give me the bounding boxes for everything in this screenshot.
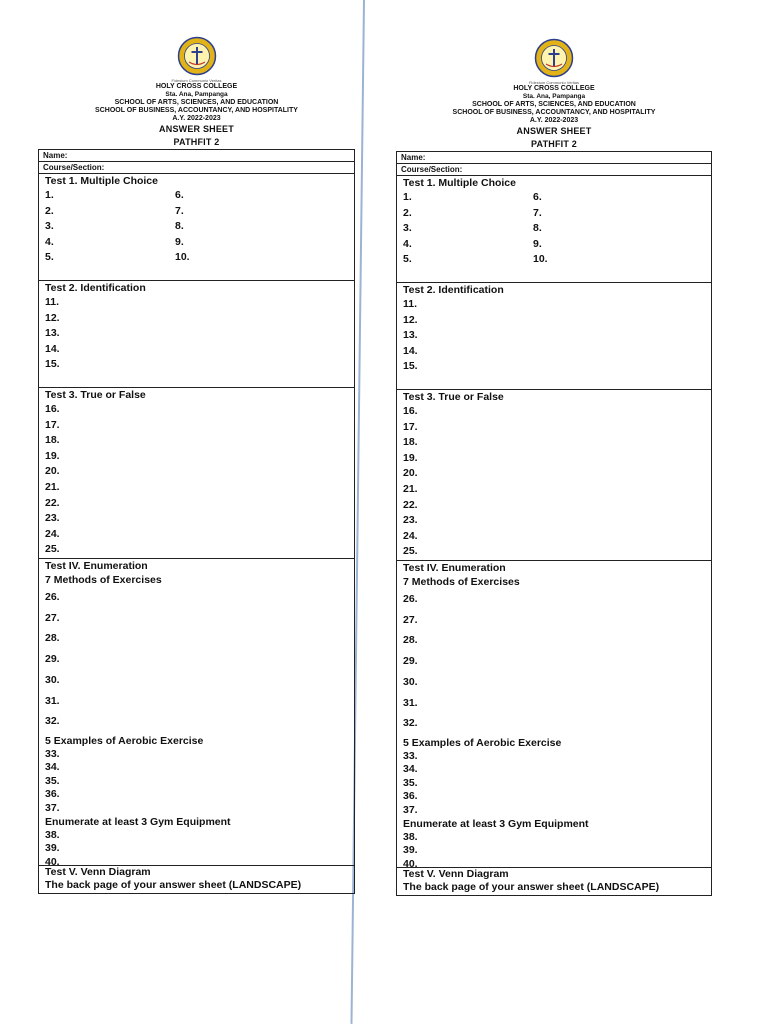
answer-item[interactable]: 34. bbox=[403, 763, 418, 776]
answer-item[interactable]: 3. bbox=[45, 220, 54, 232]
sheet-header bbox=[38, 36, 355, 149]
answer-item[interactable]: 6. bbox=[533, 191, 542, 203]
answer-item[interactable]: 4. bbox=[403, 237, 412, 250]
subject-title: PATHFIT 2 bbox=[531, 139, 577, 149]
answer-item[interactable]: 9. bbox=[533, 237, 542, 250]
school-line-2: SCHOOL OF BUSINESS, ACCOUNTANCY, AND HOSPITALITY bbox=[452, 109, 656, 116]
answer-item[interactable]: 15. bbox=[403, 360, 418, 373]
school-line-1: SCHOOL OF ARTS, SCIENCES, AND EDUCATION bbox=[472, 101, 636, 108]
answer-item[interactable]: 26. bbox=[45, 591, 60, 603]
test3-section bbox=[39, 388, 354, 559]
answer-item[interactable]: 16. bbox=[45, 403, 60, 415]
answer-sheet-left bbox=[38, 36, 355, 894]
college-logo bbox=[177, 36, 217, 76]
answer-item[interactable]: 14. bbox=[403, 344, 418, 357]
answer-item[interactable]: 18. bbox=[45, 434, 60, 447]
college-address: Sta. Ana, Pampanga bbox=[165, 91, 228, 98]
sheet-title: ANSWER SHEET bbox=[159, 124, 234, 134]
answer-item[interactable]: 5. bbox=[45, 251, 54, 263]
test1-section bbox=[397, 176, 711, 283]
test3-section bbox=[397, 390, 711, 561]
answer-item[interactable]: 11. bbox=[45, 296, 60, 308]
college-address: Sta. Ana, Pampanga bbox=[522, 93, 586, 100]
answer-item[interactable]: 7. bbox=[175, 204, 184, 217]
answer-item[interactable]: 4. bbox=[45, 235, 54, 248]
test1-title: Test 1. Multiple Choice bbox=[45, 175, 158, 187]
answer-item[interactable]: 32. bbox=[403, 717, 418, 730]
answer-item[interactable]: 22. bbox=[45, 496, 60, 509]
test5-section bbox=[39, 866, 354, 894]
answer-item[interactable]: 25. bbox=[45, 543, 60, 556]
answer-item[interactable]: 12. bbox=[45, 311, 60, 324]
college-motto: Fidesium Communio Veritas bbox=[171, 78, 222, 83]
school-line-2: SCHOOL OF BUSINESS, ACCOUNTANCY, AND HOSPITALITY bbox=[95, 107, 298, 114]
answer-item[interactable]: 36. bbox=[45, 788, 60, 801]
answer-item[interactable]: 40. bbox=[403, 857, 418, 870]
course-section-field[interactable]: Course/Section: bbox=[397, 164, 711, 176]
college-logo bbox=[534, 38, 574, 78]
answer-item[interactable]: 39. bbox=[403, 844, 418, 857]
answer-item[interactable]: 9. bbox=[175, 235, 184, 248]
answer-item[interactable]: 22. bbox=[403, 498, 418, 511]
test4-subtitle-gym: Enumerate at least 3 Gym Equipment bbox=[45, 815, 231, 828]
test1-title: Test 1. Multiple Choice bbox=[403, 177, 516, 189]
test2-section bbox=[39, 281, 354, 388]
answer-item[interactable]: 2. bbox=[45, 204, 54, 217]
academic-year: A.Y. 2022-2023 bbox=[172, 115, 221, 122]
answer-item[interactable]: 27. bbox=[403, 613, 418, 626]
course-section-field[interactable]: Course/Section: bbox=[39, 162, 354, 174]
answer-item[interactable]: 20. bbox=[45, 465, 60, 478]
answer-item[interactable]: 28. bbox=[403, 634, 418, 647]
answer-item[interactable]: 30. bbox=[403, 675, 418, 688]
answer-item[interactable]: 8. bbox=[533, 222, 542, 234]
answer-item[interactable]: 39. bbox=[45, 842, 60, 855]
answer-box bbox=[396, 151, 712, 896]
name-field[interactable]: Name: bbox=[39, 150, 354, 162]
answer-item[interactable]: 2. bbox=[403, 206, 412, 219]
test5-note: The back page of your answer sheet (LANDSCAPE) bbox=[403, 881, 660, 893]
answer-item[interactable]: 10. bbox=[175, 251, 190, 263]
test5-section bbox=[397, 868, 711, 896]
answer-item[interactable]: 33. bbox=[403, 749, 418, 762]
answer-item[interactable]: 3. bbox=[403, 222, 412, 234]
answer-item[interactable]: 21. bbox=[403, 482, 418, 495]
test4-subtitle-methods: 7 Methods of Exercises bbox=[45, 574, 162, 586]
answer-item[interactable]: 6. bbox=[175, 189, 184, 201]
school-line-1: SCHOOL OF ARTS, SCIENCES, AND EDUCATION bbox=[114, 99, 279, 106]
college-name: HOLY CROSS COLLEGE bbox=[513, 85, 595, 92]
answer-item[interactable]: 1. bbox=[403, 191, 412, 203]
answer-item[interactable]: 19. bbox=[45, 449, 60, 462]
test4-subtitle-gym: Enumerate at least 3 Gym Equipment bbox=[403, 817, 589, 830]
answer-sheet-right bbox=[396, 38, 712, 896]
answer-item[interactable]: 13. bbox=[45, 327, 60, 340]
sheet-header bbox=[396, 38, 712, 151]
test4-title: Test IV. Enumeration bbox=[45, 560, 148, 572]
test4-subtitle-methods: 7 Methods of Exercises bbox=[403, 576, 520, 588]
answer-item[interactable]: 32. bbox=[45, 715, 60, 728]
test2-section bbox=[397, 283, 711, 390]
answer-item[interactable]: 24. bbox=[403, 529, 418, 542]
answer-item[interactable]: 7. bbox=[533, 206, 542, 219]
answer-item[interactable]: 31. bbox=[403, 696, 418, 709]
answer-item[interactable]: 26. bbox=[403, 593, 418, 605]
answer-item[interactable]: 15. bbox=[45, 358, 60, 371]
answer-box bbox=[38, 149, 355, 894]
answer-item[interactable]: 36. bbox=[403, 790, 418, 803]
test3-title: Test 3. True or False bbox=[403, 391, 504, 403]
answer-item[interactable]: 31. bbox=[45, 694, 60, 707]
test3-title: Test 3. True or False bbox=[45, 389, 146, 401]
test2-title: Test 2. Identification bbox=[45, 282, 146, 294]
subject-title: PATHFIT 2 bbox=[173, 137, 220, 147]
test4-subtitle-aerobic: 5 Examples of Aerobic Exercise bbox=[403, 736, 562, 749]
test4-section bbox=[39, 559, 354, 866]
answer-item[interactable]: 12. bbox=[403, 313, 418, 326]
answer-item[interactable]: 16. bbox=[403, 405, 418, 417]
answer-item[interactable]: 38. bbox=[45, 828, 60, 841]
answer-item[interactable]: 33. bbox=[45, 747, 60, 760]
answer-item[interactable]: 35. bbox=[45, 774, 60, 787]
answer-item[interactable]: 25. bbox=[403, 545, 418, 558]
answer-item[interactable]: 17. bbox=[45, 418, 60, 431]
answer-item[interactable]: 5. bbox=[403, 253, 412, 265]
college-name: HOLY CROSS COLLEGE bbox=[155, 83, 238, 90]
answer-item[interactable]: 30. bbox=[45, 673, 60, 686]
test5-title: Test V. Venn Diagram bbox=[403, 868, 509, 880]
test2-title: Test 2. Identification bbox=[403, 284, 504, 296]
name-field[interactable]: Name: bbox=[397, 152, 711, 164]
answer-item[interactable]: 13. bbox=[403, 329, 418, 342]
test4-subtitle-aerobic: 5 Examples of Aerobic Exercise bbox=[45, 734, 204, 747]
sheet-title: ANSWER SHEET bbox=[516, 126, 592, 136]
test4-title: Test IV. Enumeration bbox=[403, 562, 506, 574]
college-motto: Fidesium Communio Veritas bbox=[528, 80, 580, 85]
test4-section bbox=[397, 561, 711, 868]
test5-note: The back page of your answer sheet (LANDSCAPE) bbox=[45, 879, 302, 891]
test5-title: Test V. Venn Diagram bbox=[45, 866, 151, 878]
answer-item[interactable]: 19. bbox=[403, 451, 418, 464]
answer-item[interactable]: 40. bbox=[45, 855, 60, 868]
answer-item[interactable]: 1. bbox=[45, 189, 54, 201]
answer-item[interactable]: 8. bbox=[175, 220, 184, 232]
answer-item[interactable]: 14. bbox=[45, 342, 60, 355]
answer-item[interactable]: 10. bbox=[533, 253, 548, 265]
answer-item[interactable]: 17. bbox=[403, 420, 418, 433]
answer-item[interactable]: 34. bbox=[45, 761, 60, 774]
academic-year: A.Y. 2022-2023 bbox=[529, 117, 579, 124]
test1-section bbox=[39, 174, 354, 281]
answer-item[interactable]: 11. bbox=[403, 298, 418, 310]
answer-item[interactable]: 23. bbox=[403, 514, 418, 527]
answer-item[interactable]: 37. bbox=[403, 803, 418, 816]
answer-item[interactable]: 29. bbox=[403, 655, 418, 668]
answer-item[interactable]: 28. bbox=[45, 632, 60, 645]
answer-item[interactable]: 21. bbox=[45, 480, 60, 493]
answer-item[interactable]: 29. bbox=[45, 653, 60, 666]
answer-item[interactable]: 23. bbox=[45, 512, 60, 525]
answer-item[interactable]: 20. bbox=[403, 467, 418, 480]
answer-item[interactable]: 37. bbox=[45, 801, 60, 814]
answer-item[interactable]: 24. bbox=[45, 527, 60, 540]
answer-item[interactable]: 38. bbox=[403, 830, 418, 843]
answer-item[interactable]: 35. bbox=[403, 776, 418, 789]
answer-item[interactable]: 27. bbox=[45, 611, 60, 624]
answer-item[interactable]: 18. bbox=[403, 436, 418, 449]
